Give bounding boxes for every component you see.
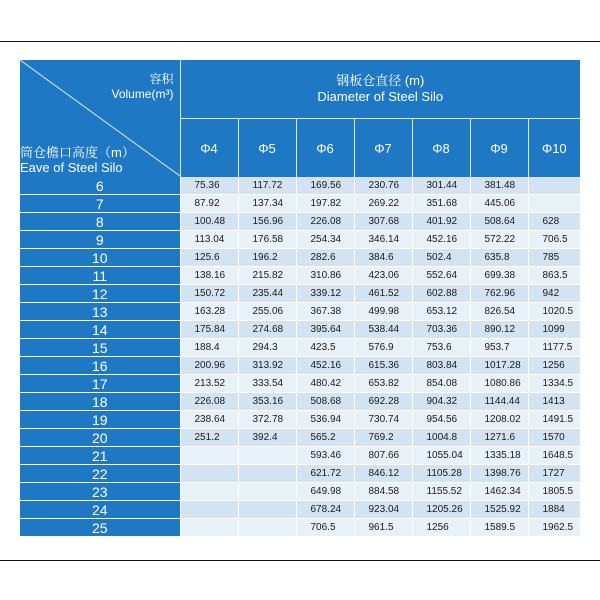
volume-cell: 678.24 <box>296 501 354 519</box>
volume-cell: 1462.34 <box>470 483 528 501</box>
volume-cell: 1884 <box>528 501 580 519</box>
table-row <box>20 249 580 267</box>
table-row <box>20 231 580 249</box>
volume-cell: 138.16 <box>180 267 238 285</box>
volume-cell: 508.68 <box>296 393 354 411</box>
table-row <box>20 357 580 375</box>
volume-cell: 593.46 <box>296 447 354 465</box>
volume-cell: 156.96 <box>238 213 296 231</box>
volume-cell: 536.94 <box>296 411 354 429</box>
diameter-header: Φ9 <box>470 119 528 178</box>
volume-cell: 762.96 <box>470 285 528 303</box>
volume-cell: 706.5 <box>296 519 354 537</box>
volume-cell: 615.36 <box>354 357 412 375</box>
volume-cell: 452.16 <box>412 231 470 249</box>
volume-cell: 499.98 <box>354 303 412 321</box>
volume-cell: 215.82 <box>238 267 296 285</box>
table-row <box>20 465 580 483</box>
volume-cell <box>180 483 238 501</box>
volume-cell: 1962.5 <box>528 519 580 537</box>
table-row <box>20 483 580 501</box>
volume-label <box>111 72 173 102</box>
volume-cell: 502.4 <box>412 249 470 267</box>
volume-cell: 826.54 <box>470 303 528 321</box>
volume-cell: 1105.28 <box>412 465 470 483</box>
eave-label-en: Eave of Steel Silo <box>20 160 123 175</box>
volume-cell: 703.36 <box>412 321 470 339</box>
eave-height-cell: 22 <box>20 465 180 483</box>
diameter-title-en: Diameter of Steel Silo <box>317 89 444 104</box>
volume-cell: 1398.76 <box>470 465 528 483</box>
volume-cell: 1334.5 <box>528 375 580 393</box>
volume-cell: 353.16 <box>238 393 296 411</box>
eave-height-cell: 18 <box>20 393 180 411</box>
volume-cell: 445.06 <box>470 195 528 213</box>
volume-cell: 621.72 <box>296 465 354 483</box>
diameter-header: Φ7 <box>354 119 412 178</box>
volume-cell: 251.2 <box>180 429 238 447</box>
volume-cell: 803.84 <box>412 357 470 375</box>
volume-cell: 1017.28 <box>470 357 528 375</box>
eave-height-cell: 17 <box>20 375 180 393</box>
volume-cell: 461.52 <box>354 285 412 303</box>
volume-cell: 552.64 <box>412 267 470 285</box>
volume-cell: 1177.5 <box>528 339 580 357</box>
volume-cell: 890.12 <box>470 321 528 339</box>
volume-cell: 452.16 <box>296 357 354 375</box>
volume-cell: 1589.5 <box>470 519 528 537</box>
silo-volume-table <box>20 60 580 537</box>
diameter-header: Φ8 <box>412 119 470 178</box>
table-row <box>20 213 580 231</box>
volume-cell: 942 <box>528 285 580 303</box>
volume-cell: 254.34 <box>296 231 354 249</box>
eave-label-cn: 筒仓檐口高度（m） <box>20 145 135 160</box>
volume-cell: 1099 <box>528 321 580 339</box>
volume-cell: 538.44 <box>354 321 412 339</box>
table-row <box>20 501 580 519</box>
volume-cell <box>528 195 580 213</box>
eave-height-cell: 10 <box>20 249 180 267</box>
volume-cell: 150.72 <box>180 285 238 303</box>
volume-cell: 769.2 <box>354 429 412 447</box>
volume-cell: 125.6 <box>180 249 238 267</box>
volume-cell: 602.88 <box>412 285 470 303</box>
eave-height-cell: 9 <box>20 231 180 249</box>
volume-cell: 649.98 <box>296 483 354 501</box>
volume-cell: 230.76 <box>354 177 412 195</box>
eave-height-cell: 11 <box>20 267 180 285</box>
volume-cell: 846.12 <box>354 465 412 483</box>
volume-cell: 961.5 <box>354 519 412 537</box>
volume-cell: 576.9 <box>354 339 412 357</box>
volume-cell: 1491.5 <box>528 411 580 429</box>
volume-cell: 339.12 <box>296 285 354 303</box>
diameter-header: Φ4 <box>180 119 238 178</box>
diameter-header: Φ5 <box>238 119 296 178</box>
eave-height-cell: 16 <box>20 357 180 375</box>
eave-height-cell: 25 <box>20 519 180 537</box>
volume-cell: 1205.26 <box>412 501 470 519</box>
volume-cell: 1155.52 <box>412 483 470 501</box>
volume-cell: 884.58 <box>354 483 412 501</box>
table-row <box>20 177 580 195</box>
volume-cell: 1080.86 <box>470 375 528 393</box>
volume-cell: 730.74 <box>354 411 412 429</box>
volume-cell: 423.06 <box>354 267 412 285</box>
volume-cell: 188.4 <box>180 339 238 357</box>
volume-cell: 213.52 <box>180 375 238 393</box>
volume-cell: 346.14 <box>354 231 412 249</box>
table-row <box>20 429 580 447</box>
volume-cell: 1648.5 <box>528 447 580 465</box>
eave-height-cell: 7 <box>20 195 180 213</box>
volume-cell: 137.34 <box>238 195 296 213</box>
volume-cell <box>180 519 238 537</box>
diameter-header: Φ6 <box>296 119 354 178</box>
volume-cell: 238.64 <box>180 411 238 429</box>
volume-cell: 226.08 <box>180 393 238 411</box>
volume-cell: 294.3 <box>238 339 296 357</box>
volume-cell: 565.2 <box>296 429 354 447</box>
volume-cell: 863.5 <box>528 267 580 285</box>
volume-cell: 1525.92 <box>470 501 528 519</box>
volume-cell <box>528 177 580 195</box>
volume-cell: 196.2 <box>238 249 296 267</box>
volume-cell <box>238 465 296 483</box>
eave-height-cell: 24 <box>20 501 180 519</box>
volume-cell: 384.6 <box>354 249 412 267</box>
volume-cell: 572.22 <box>470 231 528 249</box>
volume-cell: 197.82 <box>296 195 354 213</box>
volume-cell <box>180 501 238 519</box>
volume-cell: 100.48 <box>180 213 238 231</box>
volume-cell: 1004.8 <box>412 429 470 447</box>
volume-cell: 1413 <box>528 393 580 411</box>
volume-cell: 269.22 <box>354 195 412 213</box>
volume-cell: 226.08 <box>296 213 354 231</box>
table-row <box>20 393 580 411</box>
eave-height-cell: 13 <box>20 303 180 321</box>
table-row <box>20 411 580 429</box>
volume-cell: 307.68 <box>354 213 412 231</box>
volume-cell: 1271.6 <box>470 429 528 447</box>
table-row <box>20 195 580 213</box>
volume-cell: 923.04 <box>354 501 412 519</box>
volume-cell: 301.44 <box>412 177 470 195</box>
volume-cell: 75.36 <box>180 177 238 195</box>
table-row <box>20 303 580 321</box>
eave-height-cell: 19 <box>20 411 180 429</box>
volume-cell: 1335.18 <box>470 447 528 465</box>
volume-cell <box>238 447 296 465</box>
volume-cell: 653.82 <box>354 375 412 393</box>
volume-cell <box>238 501 296 519</box>
volume-cell: 176.58 <box>238 231 296 249</box>
volume-cell: 807.66 <box>354 447 412 465</box>
table-row <box>20 339 580 357</box>
eave-height-cell: 8 <box>20 213 180 231</box>
volume-cell: 255.06 <box>238 303 296 321</box>
volume-cell: 175.84 <box>180 321 238 339</box>
volume-cell: 1805.5 <box>528 483 580 501</box>
volume-cell: 200.96 <box>180 357 238 375</box>
volume-cell: 692.28 <box>354 393 412 411</box>
volume-cell: 282.6 <box>296 249 354 267</box>
volume-cell: 395.64 <box>296 321 354 339</box>
volume-cell: 351.68 <box>412 195 470 213</box>
volume-cell: 392.4 <box>238 429 296 447</box>
volume-cell: 87.92 <box>180 195 238 213</box>
volume-cell: 1256 <box>412 519 470 537</box>
header-row-top <box>20 60 580 119</box>
diameter-title-cell <box>180 60 580 119</box>
eave-label <box>20 145 135 175</box>
volume-cell: 333.54 <box>238 375 296 393</box>
eave-height-cell: 23 <box>20 483 180 501</box>
volume-cell: 653.12 <box>412 303 470 321</box>
eave-height-cell: 6 <box>20 177 180 195</box>
eave-height-cell: 20 <box>20 429 180 447</box>
silo-volume-table-container <box>20 60 580 540</box>
volume-cell: 1055.04 <box>412 447 470 465</box>
volume-cell: 1144.44 <box>470 393 528 411</box>
eave-height-cell: 12 <box>20 285 180 303</box>
volume-cell: 1727 <box>528 465 580 483</box>
volume-cell: 274.68 <box>238 321 296 339</box>
volume-cell: 423.5 <box>296 339 354 357</box>
volume-cell: 310.86 <box>296 267 354 285</box>
volume-cell: 635.8 <box>470 249 528 267</box>
volume-cell: 381.48 <box>470 177 528 195</box>
volume-cell: 117.72 <box>238 177 296 195</box>
table-row <box>20 321 580 339</box>
table-row <box>20 519 580 537</box>
table-row <box>20 285 580 303</box>
table-body <box>20 177 580 537</box>
volume-label-en: Volume(m³) <box>111 87 174 101</box>
corner-header-cell <box>20 60 180 177</box>
volume-cell: 113.04 <box>180 231 238 249</box>
volume-cell: 854.08 <box>412 375 470 393</box>
volume-cell: 1208.02 <box>470 411 528 429</box>
diameter-header: Φ10 <box>528 119 580 178</box>
eave-height-cell: 21 <box>20 447 180 465</box>
volume-label-cn: 容积 <box>149 72 174 86</box>
eave-height-cell: 14 <box>20 321 180 339</box>
table-row <box>20 375 580 393</box>
volume-cell <box>180 447 238 465</box>
volume-cell <box>238 483 296 501</box>
volume-cell: 1020.5 <box>528 303 580 321</box>
volume-cell: 753.6 <box>412 339 470 357</box>
volume-cell <box>238 519 296 537</box>
volume-cell: 480.42 <box>296 375 354 393</box>
table-row <box>20 447 580 465</box>
volume-cell: 785 <box>528 249 580 267</box>
volume-cell: 367.38 <box>296 303 354 321</box>
volume-cell: 699.38 <box>470 267 528 285</box>
volume-cell: 313.92 <box>238 357 296 375</box>
volume-cell: 904.32 <box>412 393 470 411</box>
volume-cell: 954.56 <box>412 411 470 429</box>
volume-cell: 706.5 <box>528 231 580 249</box>
volume-cell: 235.44 <box>238 285 296 303</box>
volume-cell: 372.78 <box>238 411 296 429</box>
volume-cell: 1256 <box>528 357 580 375</box>
volume-cell: 953.7 <box>470 339 528 357</box>
volume-cell: 401.92 <box>412 213 470 231</box>
volume-cell: 169.56 <box>296 177 354 195</box>
table-row <box>20 267 580 285</box>
volume-cell: 508.64 <box>470 213 528 231</box>
diameter-title-cn: 钢板仓直径 (m) <box>336 73 425 88</box>
volume-cell: 163.28 <box>180 303 238 321</box>
volume-cell <box>180 465 238 483</box>
eave-height-cell: 15 <box>20 339 180 357</box>
volume-cell: 1570 <box>528 429 580 447</box>
volume-cell: 628 <box>528 213 580 231</box>
